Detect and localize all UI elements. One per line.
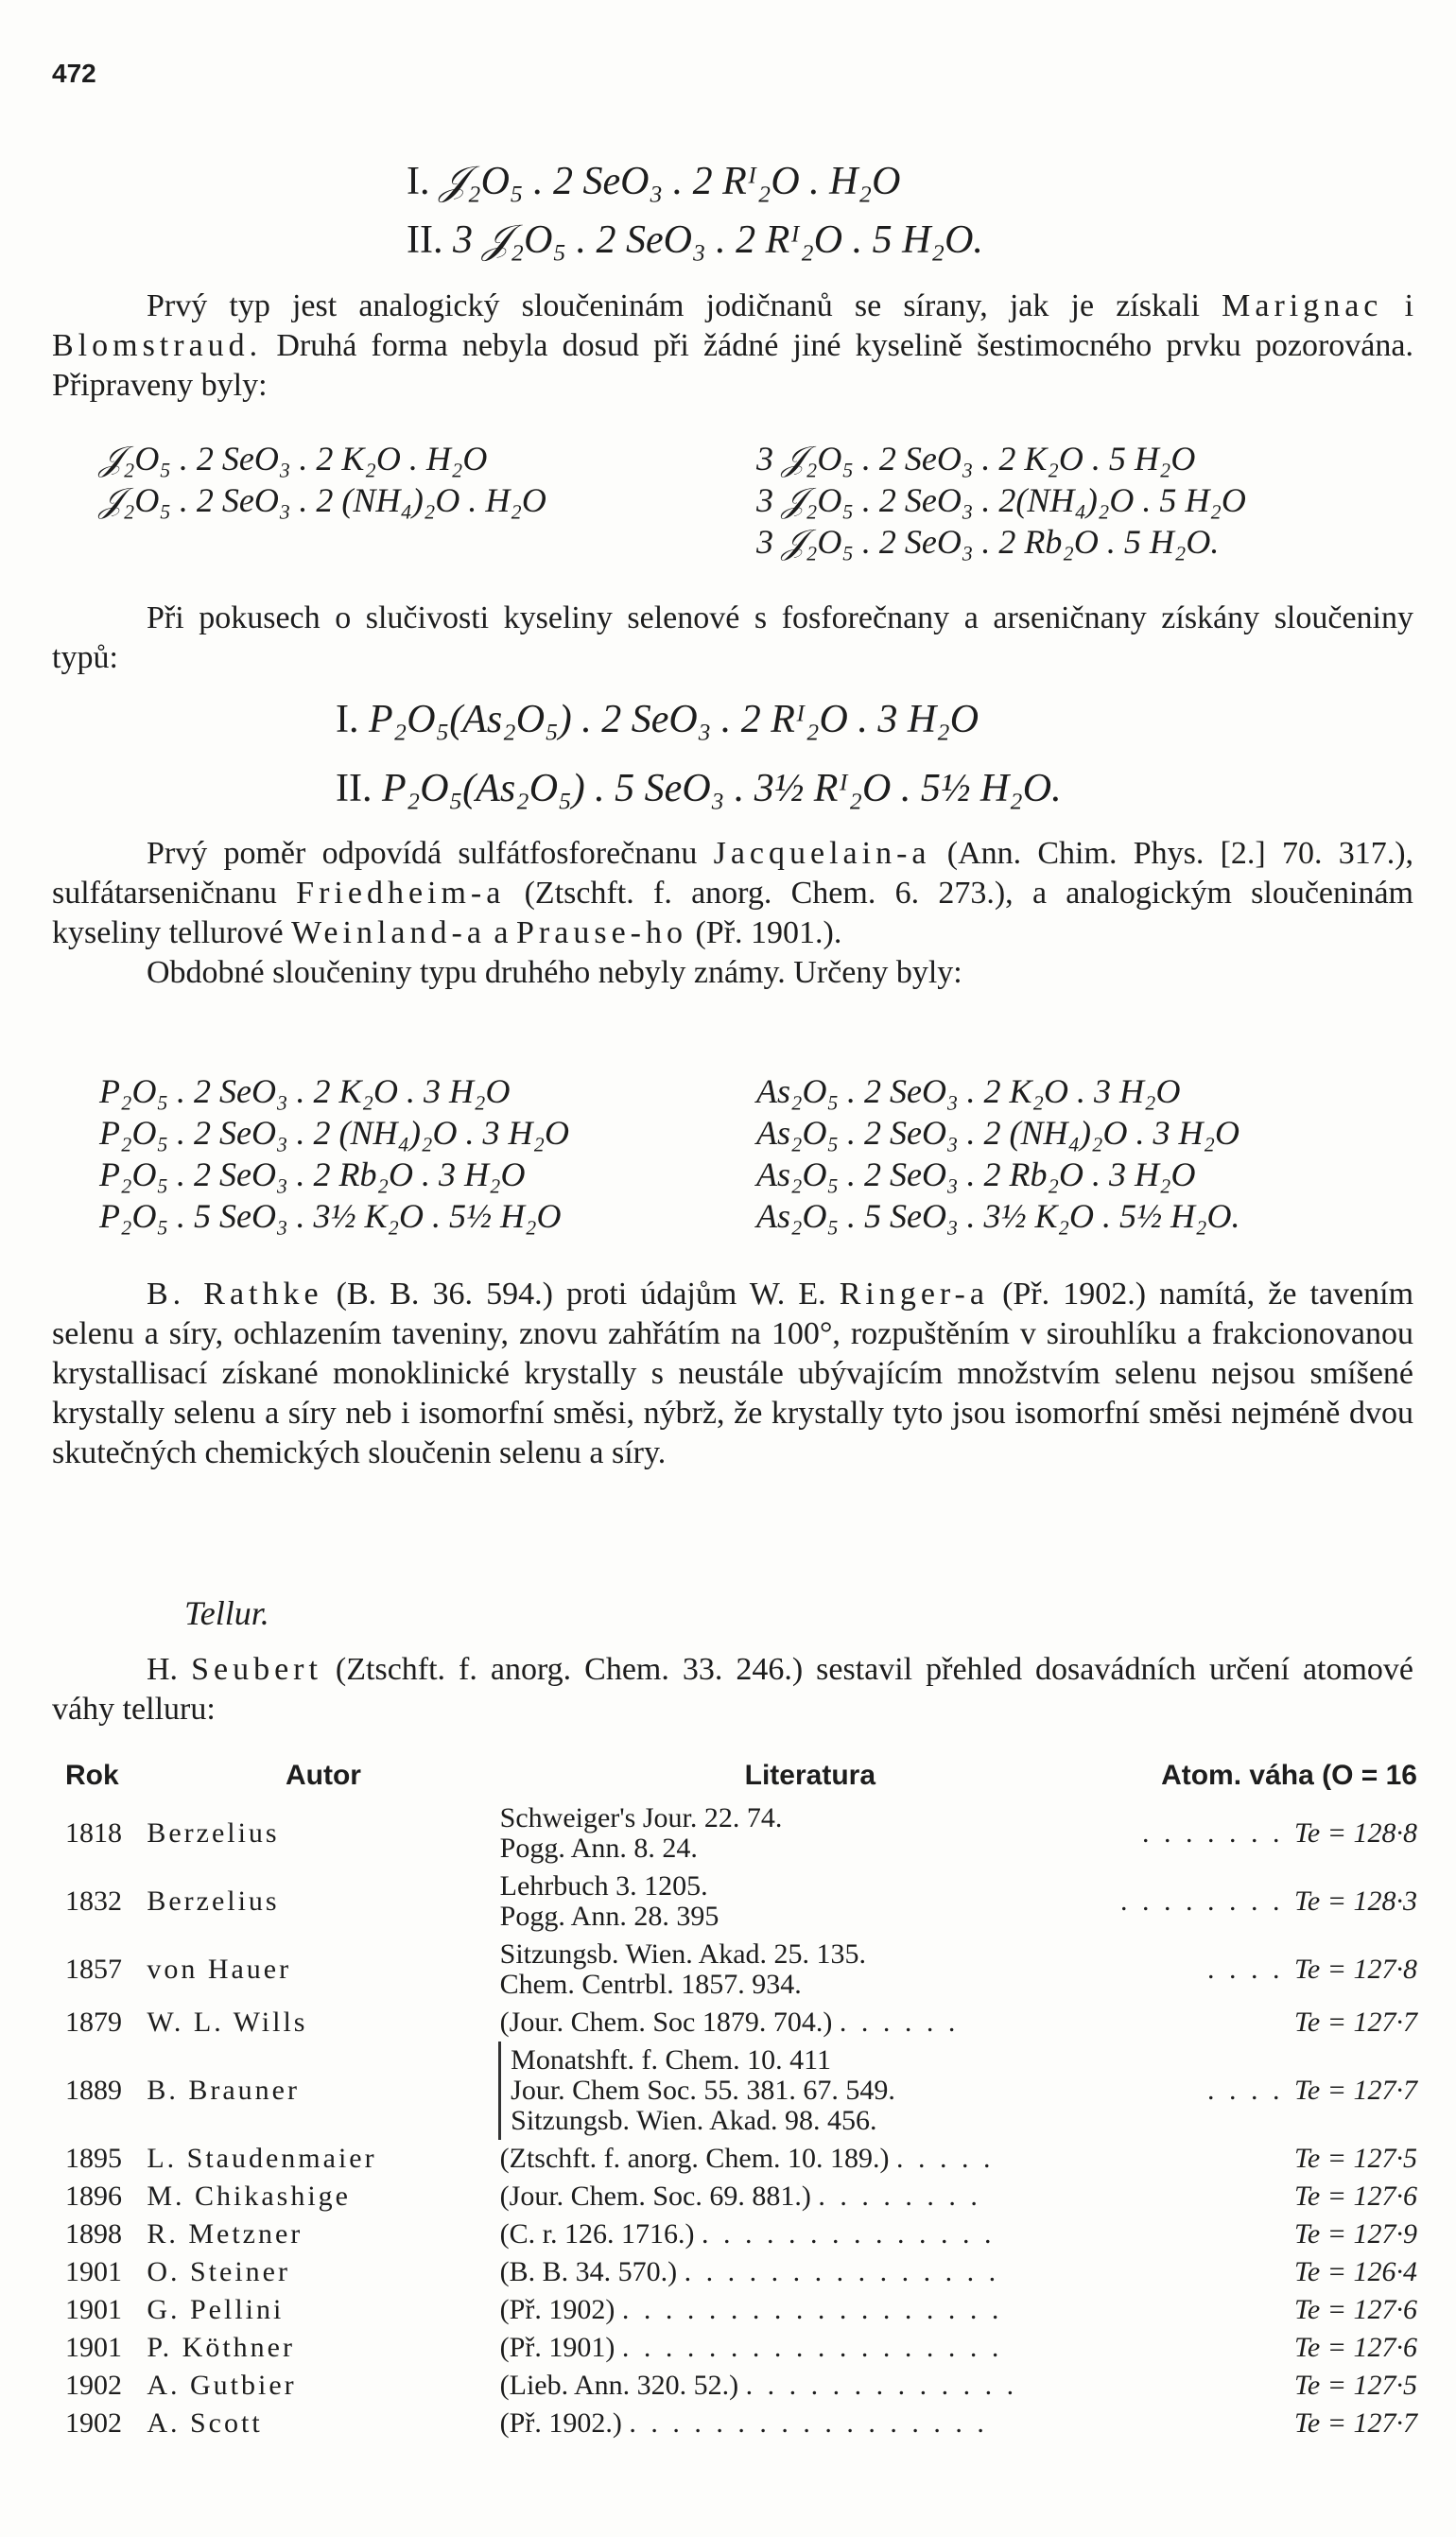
author-name: Jacquelain-a (713, 836, 931, 871)
literature-line: (C. r. 126. 1716.) (499, 2218, 695, 2250)
paragraph-3-text: (Ann. Chim. Phys. [2.] 70. 317.), sulfátarseničnanu (52, 836, 1414, 911)
author-name: Friedheim-a (296, 876, 506, 911)
table-row (65, 2329, 1417, 2367)
table-row (65, 1868, 1417, 1936)
cell-year: 1896 (65, 2181, 122, 2212)
table-row (65, 2367, 1417, 2405)
cell-atomic-weight: . . . . . . . . Te = 128·3 (1120, 1885, 1417, 1917)
cell-literature: (Př. 1902) . . . . . . . . . . . . . . . . . . (499, 2294, 1003, 2325)
formula-type-1-formula: 𝒥₂O₅ . 2 SeO₃ . 2 Rᴵ₂O . H₂O (440, 160, 901, 203)
cell-year: 1857 (65, 1954, 122, 1985)
formula-line: As₂O₅ . 2 SeO₃ . 2 (NH₄)₂O . 3 H₂O (756, 1114, 1240, 1152)
cell-year: 1901 (65, 2332, 122, 2363)
atomic-weight-value: Te = 127·6 (1294, 2181, 1417, 2212)
salts-left-list (99, 438, 546, 521)
cell-author: M. Chikashige (147, 2181, 351, 2212)
cell-year: 1902 (65, 2370, 122, 2401)
literature-line: (Jour. Chem. Soc. 69. 881.) (499, 2181, 811, 2212)
formula-line: As₂O₅ . 2 SeO₃ . 2 Rb₂O . 3 H₂O (756, 1156, 1196, 1193)
atomic-weight-value: Te = 127·9 (1294, 2218, 1417, 2250)
formula-line: 3 𝒥₂O₅ . 2 SeO₃ . 2(NH₄)₂O . 5 H₂O (756, 481, 1246, 519)
literature-line: (Jour. Chem. Soc 1879. 704.) (499, 2007, 833, 2038)
paragraph-3-text: (Ztschft. f. anorg. Chem. 6. 273.), a analogickým sloučeninám kyseliny tellurové (52, 876, 1414, 950)
salt-type-2-formula: P₂O₅(As₂O₅) . 5 SeO₃ . 3½ Rᴵ₂O . 5½ H₂O. (381, 767, 1062, 810)
literature-line: Chem. Centrbl. 1857. 934. (499, 1969, 802, 2000)
paragraph-6-text: H. (147, 1652, 179, 1687)
literature-line: (Př. 1901) (499, 2332, 615, 2363)
cell-year: 1901 (65, 2256, 122, 2287)
paragraph-4-text: Obdobné sloučeniny typu druhého nebyly známy. Určeny byly: (147, 955, 962, 990)
literature-line: Sitzungsb. Wien. Akad. 25. 135. (499, 1938, 867, 1970)
formula-type-1 (407, 159, 900, 204)
cell-atomic-weight: . . . . Te = 127·7 (1207, 2075, 1417, 2106)
paragraph-2 (52, 599, 1413, 678)
atomic-weight-value: Te = 127·8 (1294, 1954, 1417, 1985)
atomic-weight-table (65, 1752, 1417, 2442)
cell-atomic-weight (1120, 2291, 1417, 2329)
atomic-weight-value: Te = 127·7 (1294, 2007, 1417, 2038)
cell-year: 1879 (65, 2007, 122, 2038)
paragraph-6-text: (Ztschft. f. anorg. Chem. 33. 246.) sestavil přehled dosavádních určení atomové váhy telluru: (52, 1652, 1414, 1727)
paragraph-1 (52, 287, 1413, 406)
cell-literature: (Lieb. Ann. 320. 52.) . . . . . . . . . . . . . (499, 2370, 1018, 2401)
column-header-literature: Literatura (744, 1760, 876, 1791)
table-row (65, 2140, 1417, 2178)
paragraph-5-text: (Př. 1902.) namítá, že tavením selenu a síry, ochlazením taveniny, znovu zahřátím na 100°, rozpuštěním v sirouhlíku a frakcionovanou krystallisací získané monoklinické krystally s neustále ubývajícím množstvím selenu nejsou smíšené krystally selenu a síry neb i isomorfní směsi, nýbrž, že krystally tyto jsou isomorfní směsi nejméně dvou skutečných chemických sloučenin selenu a síry. (52, 1277, 1414, 1470)
table-header-row (65, 1752, 1417, 1799)
literature-line: (Lieb. Ann. 320. 52.) (499, 2370, 739, 2401)
paragraph-5 (52, 1275, 1413, 1473)
paragraph-5-text: (B. B. 36. 594.) proti údajům W. E. (336, 1277, 826, 1312)
formula-line: As₂O₅ . 2 SeO₃ . 2 K₂O . 3 H₂O (756, 1072, 1181, 1110)
salts-right-list (756, 438, 1246, 563)
literature-line: Monatshft. f. Chem. 10. 411 (511, 2044, 832, 2076)
table-row (65, 1799, 1417, 1868)
formula-type-1-roman: I. (407, 160, 430, 203)
cell-author: G. Pellini (147, 2294, 285, 2325)
salt-type-2-roman: II. (336, 767, 373, 810)
author-name: Blomstraud. (52, 328, 263, 363)
table-row (65, 2042, 1417, 2140)
cell-literature: (Př. 1901) . . . . . . . . . . . . . . . . . . (499, 2332, 1003, 2363)
cell-author: A. Scott (147, 2407, 263, 2439)
cell-literature (500, 1868, 1120, 1936)
atomic-weight-value: Te = 127·7 (1294, 2407, 1417, 2439)
salt-type-1-roman: I. (336, 698, 359, 741)
formula-line: P₂O₅ . 2 SeO₃ . 2 (NH₄)₂O . 3 H₂O (99, 1114, 570, 1152)
cell-atomic-weight (1120, 2329, 1417, 2367)
cell-atomic-weight (1120, 2405, 1417, 2442)
atomic-weight-value: Te = 127·6 (1294, 2294, 1417, 2325)
cell-author: W. L. Wills (147, 2007, 308, 2038)
formula-line: 𝒥₂O₅ . 2 SeO₃ . 2 K₂O . H₂O (99, 440, 488, 478)
cell-year: 1895 (65, 2143, 122, 2174)
cell-literature: (Př. 1902.) . . . . . . . . . . . . . . . . . (499, 2407, 988, 2439)
atomic-weight-value: Te = 127·5 (1294, 2143, 1417, 2174)
formula-line: P₂O₅ . 2 SeO₃ . 2 Rb₂O . 3 H₂O (99, 1156, 526, 1193)
column-header-atomic-weight: Atom. váha (O = 16 (1161, 1760, 1417, 1791)
literature-line: Lehrbuch 3. 1205. (499, 1870, 708, 1902)
cell-atomic-weight (1120, 2367, 1417, 2405)
cell-literature (500, 1799, 1120, 1868)
paragraph-2-text: Při pokusech o slučivosti kyseliny selenové s fosforečnany a arseničnany získány sloučeniny typů: (52, 600, 1413, 675)
cell-atomic-weight (1120, 2178, 1417, 2216)
atomic-weight-value: Te = 127·5 (1294, 2370, 1417, 2401)
cell-literature (500, 2042, 1120, 2140)
cell-literature: (Jour. Chem. Soc. 69. 881.) . . . . . . . . (499, 2181, 981, 2212)
paragraph-1-text: Prvý typ jest analogický sloučeninám jodičnanů se sírany, jak je získali (147, 288, 1200, 323)
arsenate-salts-list (756, 1070, 1240, 1237)
paragraph-3-text: Prvý poměr odpovídá sulfátfosforečnanu (147, 836, 698, 871)
cell-author: Berzelius (147, 1885, 280, 1917)
formula-line: P₂O₅ . 5 SeO₃ . 3½ K₂O . 5½ H₂O (99, 1197, 562, 1235)
table-row (65, 2178, 1417, 2216)
cell-year: 1901 (65, 2294, 122, 2325)
table-row (65, 2216, 1417, 2253)
cell-author: B. Brauner (147, 2075, 300, 2106)
literature-line: (Př. 1902) (499, 2294, 615, 2325)
cell-author: Berzelius (147, 1817, 280, 1849)
literature-line: (Př. 1902.) (499, 2407, 622, 2439)
literature-line: Schweiger's Jour. 22. 74. (499, 1802, 783, 1833)
paragraph-3-text: (Př. 1901.). (695, 915, 842, 950)
paragraph-1-rest: Druhá forma nebyla dosud při žádné jiné kyselině šestimocného prvku pozorována. Připraveny byly: (52, 328, 1413, 403)
author-name: Prause-ho (516, 915, 687, 950)
cell-year: 1902 (65, 2407, 122, 2439)
cell-literature: (C. r. 126. 1716.) . . . . . . . . . . . . . . (499, 2218, 996, 2250)
literature-line: Sitzungsb. Wien. Akad. 98. 456. (511, 2105, 877, 2136)
atomic-weight-value: Te = 128·8 (1294, 1817, 1417, 1849)
author-name: Ringer-a (839, 1277, 989, 1312)
cell-atomic-weight (1120, 2216, 1417, 2253)
author-name: Marignac (1222, 288, 1383, 323)
cell-atomic-weight: . . . . . . . Te = 128·8 (1142, 1817, 1417, 1849)
cell-author: L. Staudenmaier (147, 2143, 377, 2174)
column-header-author: Autor (285, 1760, 361, 1791)
cell-atomic-weight: . . . . Te = 127·8 (1207, 1954, 1417, 1985)
literature-line: Jour. Chem Soc. 55. 381. 67. 549. (511, 2075, 895, 2106)
table-row (65, 2291, 1417, 2329)
author-name: Seubert (191, 1652, 322, 1687)
formula-line: As₂O₅ . 5 SeO₃ . 3½ K₂O . 5½ H₂O. (756, 1197, 1240, 1235)
paragraph-1-conj: i (1404, 288, 1414, 323)
formula-type-2 (407, 217, 983, 263)
paragraph-6 (52, 1650, 1413, 1729)
cell-literature (500, 1936, 1120, 2004)
cell-atomic-weight (1120, 2140, 1417, 2178)
phosphate-salts-list (99, 1070, 569, 1237)
table-row (65, 2004, 1417, 2042)
table-row (65, 2405, 1417, 2442)
cell-literature: (Jour. Chem. Soc 1879. 704.) . . . . . . (499, 2007, 960, 2038)
cell-literature: (Ztschft. f. anorg. Chem. 10. 189.) . . . . . (499, 2143, 995, 2174)
literature-line: Pogg. Ann. 28. 395 (499, 1901, 719, 1932)
atomic-weight-value: Te = 127·7 (1294, 2075, 1417, 2106)
atomic-weight-value: Te = 126·4 (1294, 2256, 1417, 2287)
cell-author: von Hauer (147, 1954, 292, 1985)
formula-line: P₂O₅ . 2 SeO₃ . 2 K₂O . 3 H₂O (99, 1072, 511, 1110)
author-name: Weinland-a (291, 915, 486, 950)
cell-atomic-weight (1120, 2253, 1417, 2291)
literature-line: (B. B. 34. 570.) (499, 2256, 678, 2287)
author-name: B. Rathke (147, 1277, 323, 1312)
formula-type-2-roman: II. (407, 218, 443, 262)
salt-type-1 (336, 697, 979, 742)
cell-year: 1898 (65, 2218, 122, 2250)
literature-line: (Ztschft. f. anorg. Chem. 10. 189.) (499, 2143, 890, 2174)
cell-literature: (B. B. 34. 570.) . . . . . . . . . . . . . . . (499, 2256, 1000, 2287)
cell-year: 1818 (65, 1817, 122, 1849)
cell-author: A. Gutbier (147, 2370, 297, 2401)
atomic-weight-value: Te = 127·6 (1294, 2332, 1417, 2363)
cell-author: P. Köthner (147, 2332, 295, 2363)
cell-author: O. Steiner (147, 2256, 290, 2287)
cell-atomic-weight (1120, 2004, 1417, 2042)
document-page (52, 0, 1417, 2537)
paragraph-3 (52, 834, 1413, 993)
salt-type-1-formula: P₂O₅(As₂O₅) . 2 SeO₃ . 2 Rᴵ₂O . 3 H₂O (369, 698, 979, 741)
salt-type-2 (336, 766, 1062, 811)
table-row (65, 2253, 1417, 2291)
formula-line: 𝒥₂O₅ . 2 SeO₃ . 2 (NH₄)₂O . H₂O (99, 481, 546, 519)
formula-type-2-formula: 3 𝒥₂O₅ . 2 SeO₃ . 2 Rᴵ₂O . 5 H₂O. (452, 218, 983, 262)
cell-author: R. Metzner (147, 2218, 303, 2250)
formula-line: 3 𝒥₂O₅ . 2 SeO₃ . 2 K₂O . 5 H₂O (756, 440, 1196, 478)
literature-line: Pogg. Ann. 8. 24. (499, 1833, 698, 1864)
cell-year: 1832 (65, 1885, 122, 1917)
section-title: Tellur. (184, 1594, 269, 1632)
atomic-weight-value: Te = 128·3 (1294, 1885, 1417, 1917)
column-header-year: Rok (65, 1760, 119, 1791)
cell-year: 1889 (65, 2075, 122, 2106)
formula-line: 3 𝒥₂O₅ . 2 SeO₃ . 2 Rb₂O . 5 H₂O. (756, 523, 1220, 561)
page-number: 472 (52, 59, 96, 88)
table-row (65, 1936, 1417, 2004)
paragraph-3-text: a (494, 915, 509, 950)
